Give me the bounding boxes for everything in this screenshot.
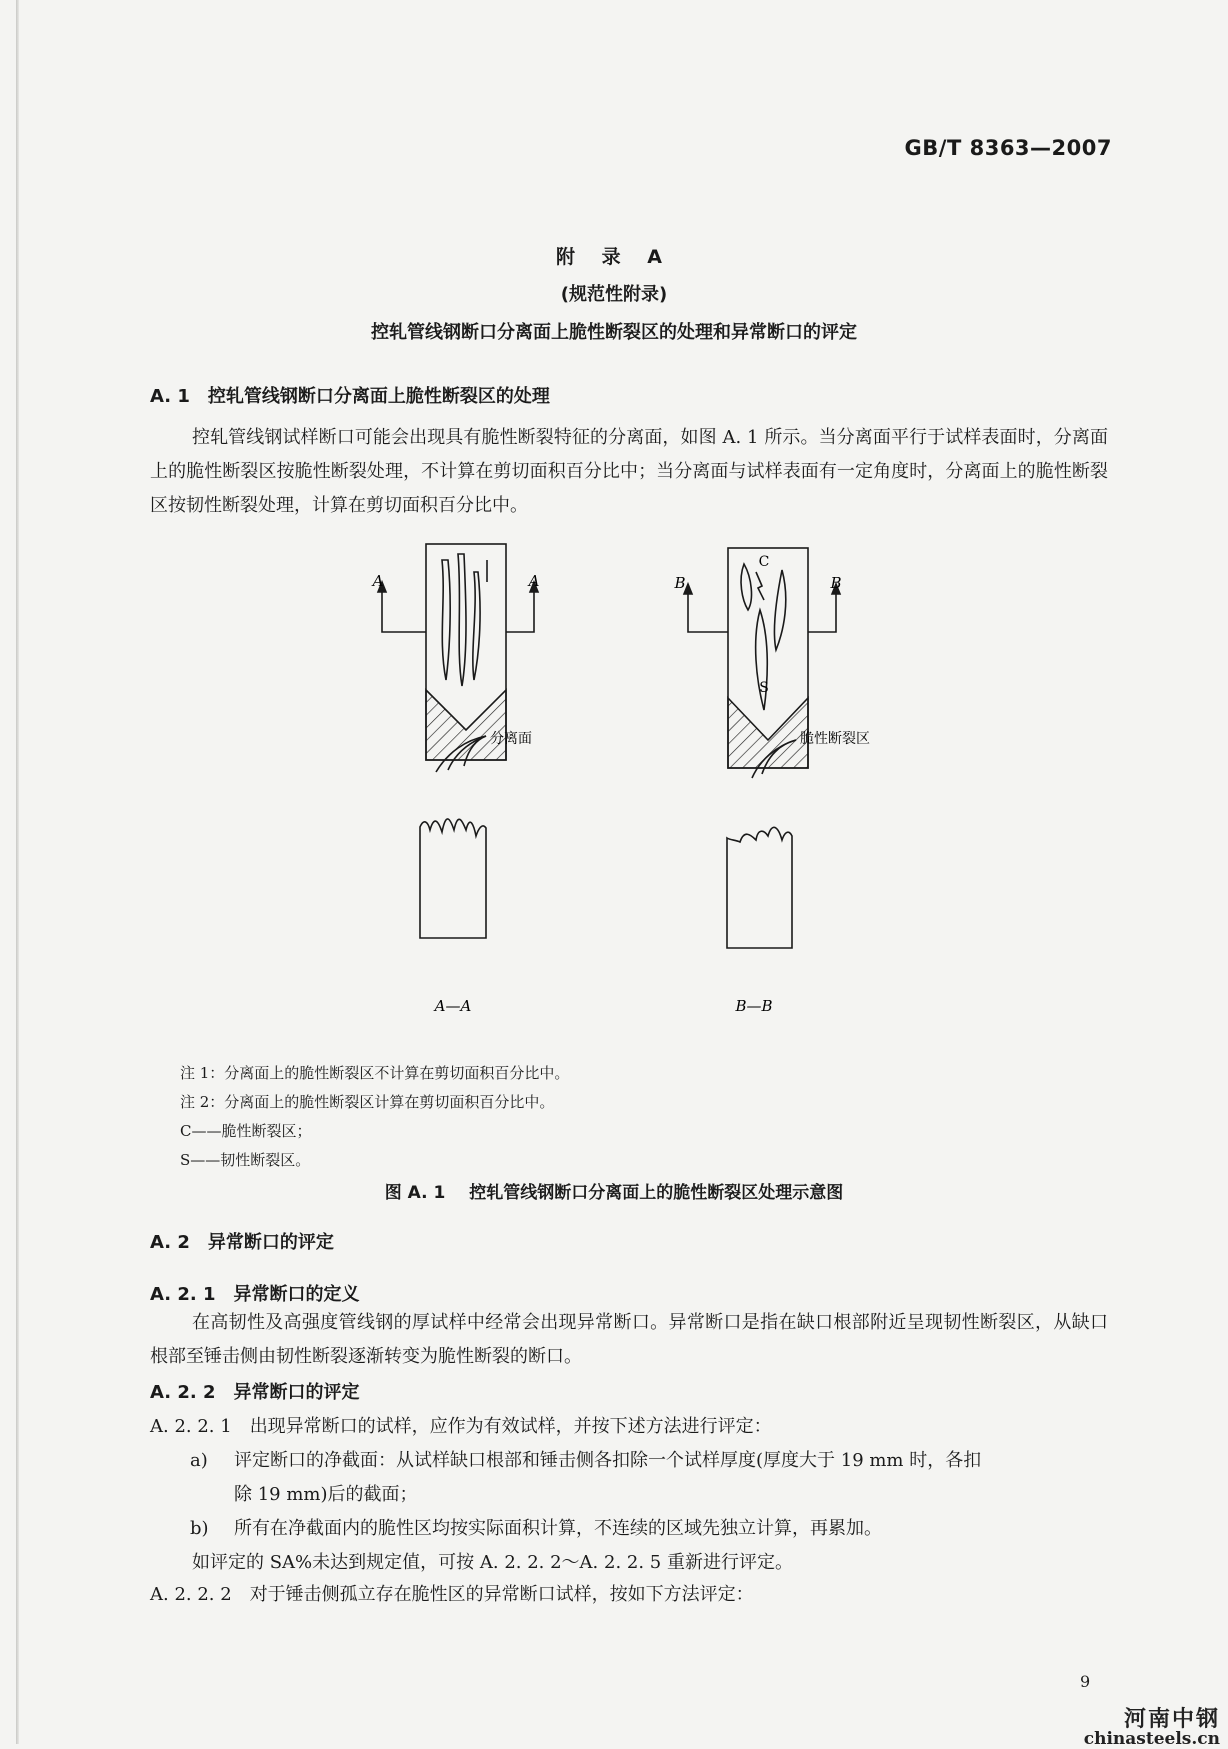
clause-text: 出现异常断口的试样，应作为有效试样，并按下述方法进行评定： bbox=[249, 1416, 772, 1437]
appendix-title: 附 录 A bbox=[556, 246, 672, 268]
figure-a1 bbox=[0, 530, 1228, 1050]
figure-caption bbox=[0, 1178, 1228, 1203]
clause-a222 bbox=[150, 1580, 1110, 1606]
list-marker: b) bbox=[190, 1518, 209, 1539]
specimen-a-top-view bbox=[378, 544, 538, 760]
label-b-left: B bbox=[674, 574, 686, 592]
clause-number: A. 2. 2. 1 bbox=[150, 1416, 232, 1437]
label-a-right: A bbox=[528, 572, 540, 590]
label-separation-surface: 分离面 bbox=[490, 731, 532, 747]
section-number: A. 2. 2 bbox=[150, 1382, 216, 1403]
section-number: A. 1 bbox=[150, 386, 190, 407]
caption-title: 控轧管线钢断口分离面上的脆性断裂区处理示意图 bbox=[469, 1183, 844, 1203]
section-label-aa: A—A bbox=[434, 997, 472, 1015]
figure-note-1: 注 1：分离面上的脆性断裂区不计算在剪切面积百分比中。 bbox=[180, 1064, 570, 1082]
label-brittle-zone: 脆性断裂区 bbox=[800, 731, 870, 747]
label-b-right: B bbox=[830, 574, 842, 592]
list-item-b bbox=[190, 1514, 1150, 1540]
clause-number: A. 2. 2. 2 bbox=[150, 1584, 232, 1605]
section-a1-body: 控轧管线钢试样断口可能会出现具有脆性断裂特征的分离面，如图 A. 1 所示。当分离面平行于试样表面时，分离面上的脆性断裂区按脆性断裂处理，不计算在剪切面积百分比中；当分离面与试样表面有一定角度时，分离面上的脆性断裂区按韧性断裂处理，计算在剪切面积百分比中。 bbox=[150, 427, 1108, 516]
section-a21-heading bbox=[150, 1280, 360, 1306]
page-number: 9 bbox=[1080, 1672, 1091, 1691]
legend-c: C——脆性断裂区； bbox=[180, 1122, 312, 1140]
section-title: 异常断口的定义 bbox=[233, 1284, 360, 1305]
watermark-name: 河南中钢 bbox=[1123, 1707, 1220, 1732]
label-s: S bbox=[759, 680, 769, 696]
section-b-b-view bbox=[727, 740, 796, 948]
watermark bbox=[1084, 1702, 1220, 1749]
appendix-subtitle: (规范性附录) bbox=[560, 284, 668, 305]
list-item-a-continued: 除 19 mm)后的截面； bbox=[234, 1484, 418, 1505]
legend-s: S——韧性断裂区。 bbox=[180, 1151, 311, 1169]
section-number: A. 2. 1 bbox=[150, 1284, 216, 1305]
clause-a221 bbox=[150, 1412, 1110, 1438]
section-label-bb: B—B bbox=[735, 997, 773, 1015]
section-title: 控轧管线钢断口分离面上脆性断裂区的处理 bbox=[207, 386, 550, 407]
clause-a221-followup: 如评定的 SA%未达到规定值，可按 A. 2. 2. 2～A. 2. 2. 5 重新进行评定。 bbox=[192, 1552, 793, 1573]
list-marker: a) bbox=[190, 1450, 208, 1471]
section-title: 异常断口的评定 bbox=[207, 1232, 334, 1253]
label-c: C bbox=[758, 554, 770, 570]
list-item-text: 评定断口的净截面：从试样缺口根部和锤击侧各扣除一个试样厚度(厚度大于 19 mm 时，各扣 bbox=[234, 1450, 982, 1471]
appendix-heading: 控轧管线钢断口分离面上脆性断裂区的处理和异常断口的评定 bbox=[371, 322, 857, 343]
section-a-a-view bbox=[420, 736, 486, 938]
clause-text: 对于锤击侧孤立存在脆性区的异常断口试样，按如下方法评定： bbox=[249, 1584, 754, 1605]
section-a21-body: 在高韧性及高强度管线钢的厚试样中经常会出现异常断口。异常断口是指在缺口根部附近呈现韧性断裂区，从缺口根部至锤击侧由韧性断裂逐渐转变为脆性断裂的断口。 bbox=[150, 1312, 1108, 1367]
section-number: A. 2 bbox=[150, 1232, 190, 1253]
section-a1-heading bbox=[150, 382, 550, 408]
section-a2-heading bbox=[150, 1228, 334, 1254]
list-item-text: 所有在净截面内的脆性区均按实际面积计算，不连续的区域先独立计算，再累加。 bbox=[234, 1518, 882, 1539]
section-a22-heading bbox=[150, 1378, 360, 1404]
figure-note-2: 注 2：分离面上的脆性断裂区计算在剪切面积百分比中。 bbox=[180, 1093, 555, 1111]
list-item-a bbox=[190, 1446, 1150, 1472]
watermark-url: chinasteels.cn bbox=[1083, 1729, 1220, 1749]
section-title: 异常断口的评定 bbox=[233, 1382, 360, 1403]
caption-number: 图 A. 1 bbox=[384, 1183, 446, 1203]
standard-number: GB/T 8363—2007 bbox=[904, 136, 1112, 160]
label-a-left: A bbox=[372, 572, 384, 590]
